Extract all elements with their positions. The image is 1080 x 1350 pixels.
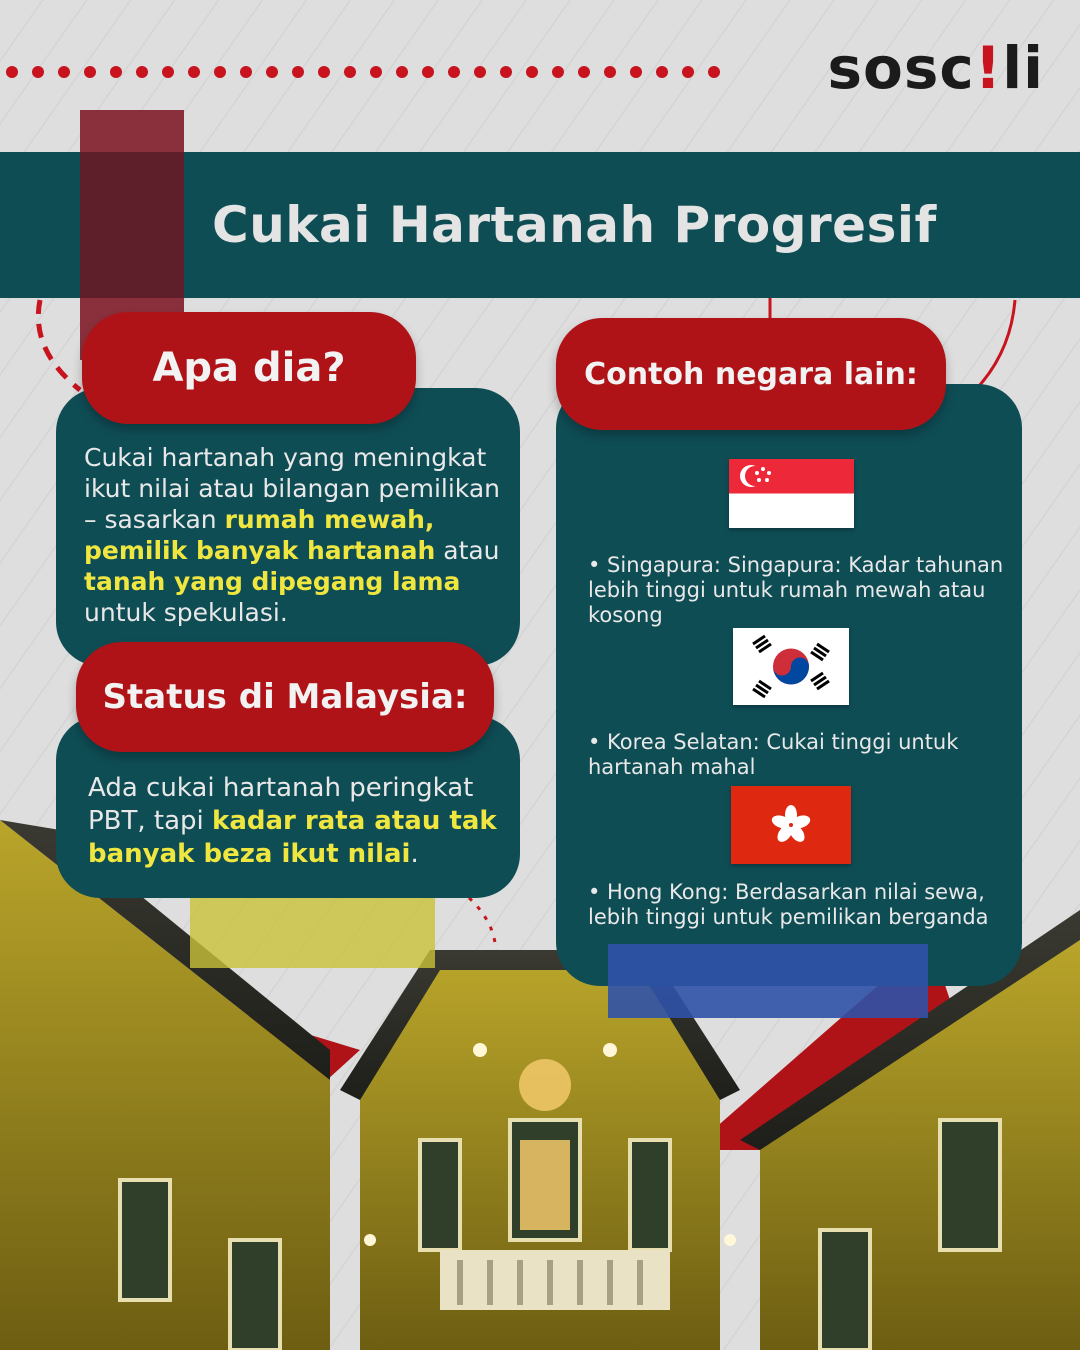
status-heading: Status di Malaysia: xyxy=(76,642,494,752)
page-title: Cukai Hartanah Progresif xyxy=(212,196,937,254)
examples-heading: Contoh negara lain: xyxy=(556,318,946,430)
singapore-flag xyxy=(729,459,854,528)
soscili-logo: sosc!li xyxy=(827,34,1044,102)
country-text-south-korea: • Korea Selatan: Cukai tinggi untuk hartanah mahal xyxy=(588,730,959,779)
decorative-highlight-blue xyxy=(608,944,928,1018)
hong-kong-flag xyxy=(731,786,851,864)
what-description: Cukai hartanah yang meningkat ikut nilai atau bilangan pemilikan – sasarkan rumah mewah, pemilik banyak hartanah atau tanah yang dipegang lama untuk spekulasi. xyxy=(84,443,500,627)
country-text-singapore: • Singapura: Singapura: Kadar tahunan lebih tinggi untuk rumah mewah atau kosong xyxy=(588,553,1004,627)
decorative-strip-overlap xyxy=(80,152,184,298)
status-description: Ada cukai hartanah peringkat PBT, tapi kadar rata atau tak banyak beza ikut nilai. xyxy=(88,773,497,869)
what-heading: Apa dia? xyxy=(82,312,416,424)
decorative-dots xyxy=(0,66,766,86)
south-korea-flag xyxy=(733,628,849,705)
what-card xyxy=(56,388,520,666)
country-text-hong-kong: • Hong Kong: Berdasarkan nilai sewa, lebih tinggi untuk pemilikan berganda xyxy=(588,880,989,929)
